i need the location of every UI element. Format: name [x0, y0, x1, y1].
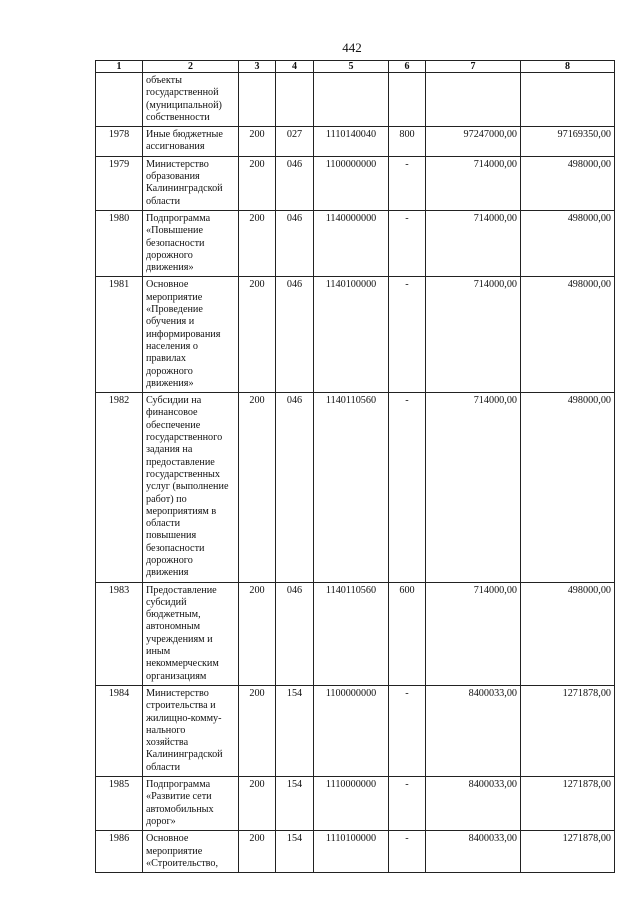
amount-year2-cell: 1271878,00 — [521, 777, 615, 831]
expense-type-cell: - — [389, 277, 426, 393]
amount-year1-cell: 714000,00 — [426, 210, 521, 276]
ministry-code-cell: 154 — [276, 777, 314, 831]
ministry-code-cell: 154 — [276, 831, 314, 873]
item-name-line: строительства и — [146, 700, 216, 712]
item-name-line: безопасности — [146, 237, 205, 249]
amount-year1-cell — [426, 73, 521, 127]
table-row — [96, 582, 615, 685]
item-name-line: области — [146, 195, 181, 207]
item-name-line: некоммерческим — [146, 658, 219, 670]
column-header: 4 — [276, 61, 314, 73]
table-row — [96, 156, 615, 210]
row-number-cell: 1986 — [96, 831, 143, 873]
table-row — [96, 277, 615, 393]
expense-type-cell: 800 — [389, 127, 426, 157]
column-header: 1 — [96, 61, 143, 73]
item-name-line: дорожного — [146, 365, 193, 377]
item-name-cell — [143, 393, 239, 582]
item-name-line: «Развитие сети — [146, 791, 212, 803]
item-name-line: «Проведение — [146, 304, 203, 316]
column-header: 3 — [239, 61, 276, 73]
amount-year2-cell — [521, 73, 615, 127]
row-number-cell: 1983 — [96, 582, 143, 685]
item-name-line: дорог» — [146, 815, 176, 827]
table-row — [96, 685, 615, 776]
target-article-cell: 1110100000 — [314, 831, 389, 873]
item-name-line: «Строительство, — [146, 857, 219, 869]
amount-year1-cell: 8400033,00 — [426, 777, 521, 831]
item-name-line: Основное — [146, 279, 189, 291]
item-name-line: государственной — [146, 87, 219, 99]
section-code-cell: 200 — [239, 777, 276, 831]
table-row — [96, 831, 615, 873]
item-name-line: предоставление — [146, 456, 215, 468]
row-number-cell: 1981 — [96, 277, 143, 393]
item-name-line: Подпрограмма — [146, 779, 211, 791]
amount-year2-cell: 97169350,00 — [521, 127, 615, 157]
item-name-cell — [143, 127, 239, 157]
table-row — [96, 777, 615, 831]
item-name-line: Министерство — [146, 158, 209, 170]
item-name-line: области — [146, 518, 181, 530]
target-article-cell: 1100000000 — [314, 156, 389, 210]
amount-year1-cell: 714000,00 — [426, 156, 521, 210]
item-name-cell — [143, 831, 239, 873]
item-name-line: учреждениям и — [146, 633, 213, 645]
expense-type-cell: - — [389, 685, 426, 776]
row-number-cell — [96, 73, 143, 127]
item-name-line: организациям — [146, 670, 207, 682]
item-name-line: движения — [146, 567, 189, 579]
expense-type-cell: - — [389, 393, 426, 582]
row-number-cell: 1980 — [96, 210, 143, 276]
amount-year1-cell: 714000,00 — [426, 393, 521, 582]
item-name-line: финансовое — [146, 407, 198, 419]
row-number-cell: 1982 — [96, 393, 143, 582]
item-name-cell — [143, 73, 239, 127]
item-name-line: обеспечение — [146, 419, 201, 431]
section-code-cell: 200 — [239, 831, 276, 873]
item-name-cell — [143, 277, 239, 393]
item-name-line: образования — [146, 171, 200, 183]
item-name-line: ассигнования — [146, 141, 205, 153]
column-header: 7 — [426, 61, 521, 73]
section-code-cell: 200 — [239, 210, 276, 276]
item-name-cell — [143, 156, 239, 210]
ministry-code-cell — [276, 73, 314, 127]
item-name-line: Министерство — [146, 687, 209, 699]
row-number-cell: 1978 — [96, 127, 143, 157]
item-name-line: повышения — [146, 530, 197, 542]
item-name-line: услуг (выполнение — [146, 481, 229, 493]
item-name-line: Основное — [146, 833, 189, 845]
amount-year2-cell: 498000,00 — [521, 156, 615, 210]
section-code-cell: 200 — [239, 582, 276, 685]
item-name-line: субсидий — [146, 596, 187, 608]
item-name-line: мероприятиям в — [146, 505, 217, 517]
item-name-line: «Повышение — [146, 225, 203, 237]
amount-year1-cell: 8400033,00 — [426, 685, 521, 776]
section-code-cell — [239, 73, 276, 127]
section-code-cell: 200 — [239, 277, 276, 393]
amount-year2-cell: 498000,00 — [521, 277, 615, 393]
expense-type-cell: - — [389, 156, 426, 210]
item-name-line: мероприятие — [146, 845, 203, 857]
expense-type-cell: 600 — [389, 582, 426, 685]
ministry-code-cell: 027 — [276, 127, 314, 157]
ministry-code-cell: 046 — [276, 156, 314, 210]
item-name-line: Предоставление — [146, 584, 217, 596]
target-article-cell: 1110140040 — [314, 127, 389, 157]
row-number-cell: 1985 — [96, 777, 143, 831]
row-number-cell: 1984 — [96, 685, 143, 776]
item-name-line: Калининградской — [146, 183, 223, 195]
item-name-line: нального — [146, 724, 186, 736]
page-number: 442 — [342, 40, 362, 55]
ministry-code-cell: 046 — [276, 582, 314, 685]
item-name-cell — [143, 777, 239, 831]
amount-year1-cell: 714000,00 — [426, 582, 521, 685]
item-name-line: жилищно-комму- — [146, 712, 222, 724]
item-name-line: государственных — [146, 468, 220, 480]
item-name-line: государственного — [146, 432, 223, 444]
target-article-cell: 1140110560 — [314, 582, 389, 685]
target-article-cell: 1140000000 — [314, 210, 389, 276]
item-name-line: мероприятие — [146, 291, 203, 303]
ministry-code-cell: 046 — [276, 277, 314, 393]
amount-year1-cell: 8400033,00 — [426, 831, 521, 873]
item-name-cell — [143, 210, 239, 276]
item-name-line: автономным — [146, 621, 201, 633]
section-code-cell: 200 — [239, 127, 276, 157]
item-name-line: Калининградской — [146, 749, 223, 761]
item-name-line: задания на — [146, 444, 193, 456]
table-row — [96, 73, 615, 127]
expense-type-cell: - — [389, 831, 426, 873]
item-name-cell — [143, 685, 239, 776]
table-row — [96, 127, 615, 157]
item-name-line: собственности — [146, 111, 210, 123]
item-name-line: автомобильных — [146, 803, 214, 815]
item-name-line: населения о — [146, 340, 198, 352]
table-body — [96, 73, 615, 873]
item-name-line: Подпрограмма — [146, 212, 211, 224]
ministry-code-cell: 046 — [276, 393, 314, 582]
target-article-cell: 1110000000 — [314, 777, 389, 831]
item-name-line: обучения и — [146, 316, 195, 328]
table-row — [96, 393, 615, 582]
item-name-line: движения» — [146, 377, 194, 389]
item-name-line: правилах — [146, 353, 187, 365]
section-code-cell: 200 — [239, 156, 276, 210]
item-name-line: иным — [146, 646, 171, 658]
item-name-line: объекты — [146, 75, 182, 86]
expense-type-cell — [389, 73, 426, 127]
item-name-line: (муниципальной) — [146, 99, 222, 111]
item-name-line: бюджетным, — [146, 609, 201, 621]
item-name-line: информирования — [146, 328, 221, 340]
column-header: 8 — [521, 61, 615, 73]
amount-year1-cell: 714000,00 — [426, 277, 521, 393]
item-name-cell — [143, 582, 239, 685]
header-row — [96, 61, 615, 73]
target-article-cell: 1100000000 — [314, 685, 389, 776]
amount-year2-cell: 498000,00 — [521, 393, 615, 582]
budget-table — [95, 60, 615, 873]
expense-type-cell: - — [389, 777, 426, 831]
table-row — [96, 210, 615, 276]
amount-year2-cell: 498000,00 — [521, 582, 615, 685]
row-number-cell: 1979 — [96, 156, 143, 210]
section-code-cell: 200 — [239, 393, 276, 582]
column-header: 5 — [314, 61, 389, 73]
amount-year2-cell: 1271878,00 — [521, 685, 615, 776]
expense-type-cell: - — [389, 210, 426, 276]
column-header: 6 — [389, 61, 426, 73]
item-name-line: движения» — [146, 262, 194, 274]
amount-year2-cell: 1271878,00 — [521, 831, 615, 873]
item-name-line: дорожного — [146, 249, 193, 261]
amount-year1-cell: 97247000,00 — [426, 127, 521, 157]
item-name-line: Субсидии на — [146, 395, 202, 407]
target-article-cell — [314, 73, 389, 127]
target-article-cell: 1140110560 — [314, 393, 389, 582]
item-name-line: работ) по — [146, 493, 187, 505]
section-code-cell: 200 — [239, 685, 276, 776]
item-name-line: области — [146, 761, 181, 773]
target-article-cell: 1140100000 — [314, 277, 389, 393]
item-name-line: безопасности — [146, 542, 205, 554]
item-name-line: дорожного — [146, 554, 193, 566]
item-name-line: хозяйства — [146, 737, 189, 749]
amount-year2-cell: 498000,00 — [521, 210, 615, 276]
ministry-code-cell: 154 — [276, 685, 314, 776]
item-name-line: Иные бюджетные — [146, 129, 223, 141]
column-header: 2 — [143, 61, 239, 73]
ministry-code-cell: 046 — [276, 210, 314, 276]
